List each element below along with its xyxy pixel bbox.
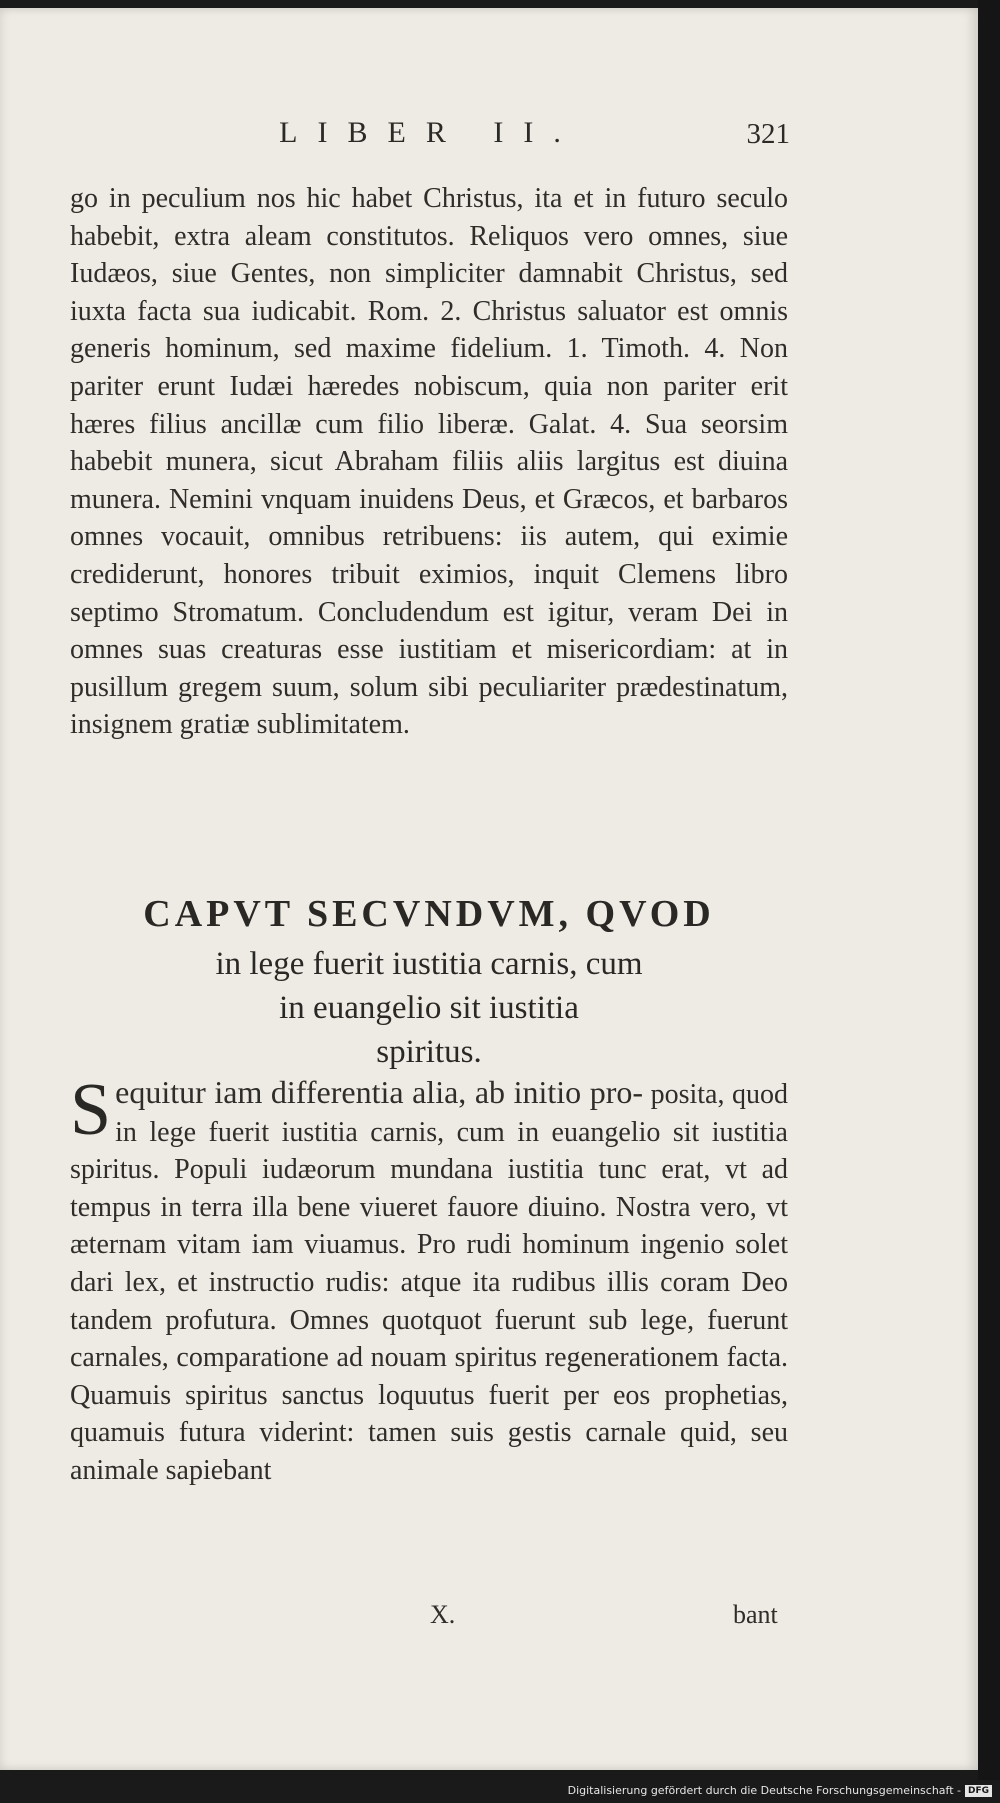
paragraph-continuation: go in peculium nos hic habet Christus, ita et in futuro seculo habebit, extra aleam constitutos. Reliquos vero omnes, siue Iudæos, siue Gentes, non simpliciter damnabit Christus, sed iuxta facta sua iudicabit. Rom. 2. Christus saluator est omnis generis hominum, sed maxime fidelium. 1. Timoth. 4. Non pariter erunt Iudæi hæredes nobiscum, quia non pariter erit hæres filius ancillæ cum filio liberæ. Galat. 4. Sua seorsim habebit munera, sicut Abraham filiis aliis largitus est diuina munera. Nemini vnquam inuidens Deus, et Græcos, et barbaros omnes vocauit, omnibus retribuens: iis autem, qui eximie crediderunt, honores tribuit eximios, inquit Clemens libro septimo Stromatum. Concludendum est igitur, veram Dei in omnes suas creaturas esse iustitiam et misericordiam: at in pusillum gregem suum, solum sibi peculiariter prædestinatum, insignem gratiæ sublimitatem. bbox=[70, 183, 788, 741]
dfg-logo-icon: DFG bbox=[965, 1785, 992, 1797]
chapter-subtitle bbox=[70, 942, 788, 1074]
chapter-subtitle-line: in lege fuerit iustitia carnis, cum bbox=[215, 946, 643, 982]
book-edge bbox=[978, 0, 1000, 1780]
book-page bbox=[0, 8, 978, 1770]
running-head: LIBER II. bbox=[279, 116, 581, 149]
chapter-paragraph bbox=[70, 1069, 789, 1490]
paragraph-body: posita, quod in lege fuerit iustitia carnis, cum in euangelio sit iustitia spiritus. Populi iudæorum mundana iustitia tunc erat, vt ad tempus in terra illa bene viueret fauore diuino. Nostra vero, vt æternam vitam iam viuamus. Pro rudi hominum ingenio solet dari lex, et instructio rudis: atque ita rudibus illis coram Deo tandem profutura. Omnes quotquot fuerunt sub lege, fuerunt carnales, comparatione ad nouam spiritus regenerationem facta. Quamuis spiritus sanctus loquutus fuerit per eos prophetias, quamuis futura viderint: tamen suis gestis carnale quid, seu animale sapiebant bbox=[70, 1079, 789, 1486]
digitization-credit bbox=[568, 1784, 992, 1797]
chapter-title: CAPVT SECVNDVM, QVOD bbox=[143, 893, 715, 935]
catchword: bant bbox=[733, 1600, 778, 1629]
signature-mark: X. bbox=[430, 1600, 456, 1629]
page-number: 321 bbox=[746, 118, 790, 150]
chapter-subtitle-line: in euangelio sit iustitia bbox=[279, 990, 579, 1026]
chapter-subtitle-line: spiritus. bbox=[376, 1034, 482, 1070]
opening-words: equitur iam differentia alia, ab initio pro- bbox=[115, 1074, 644, 1110]
credit-text: Digitalisierung gefördert durch die Deutsche Forschungsgemeinschaft - bbox=[567, 1784, 961, 1797]
drop-cap: S bbox=[70, 1069, 112, 1151]
